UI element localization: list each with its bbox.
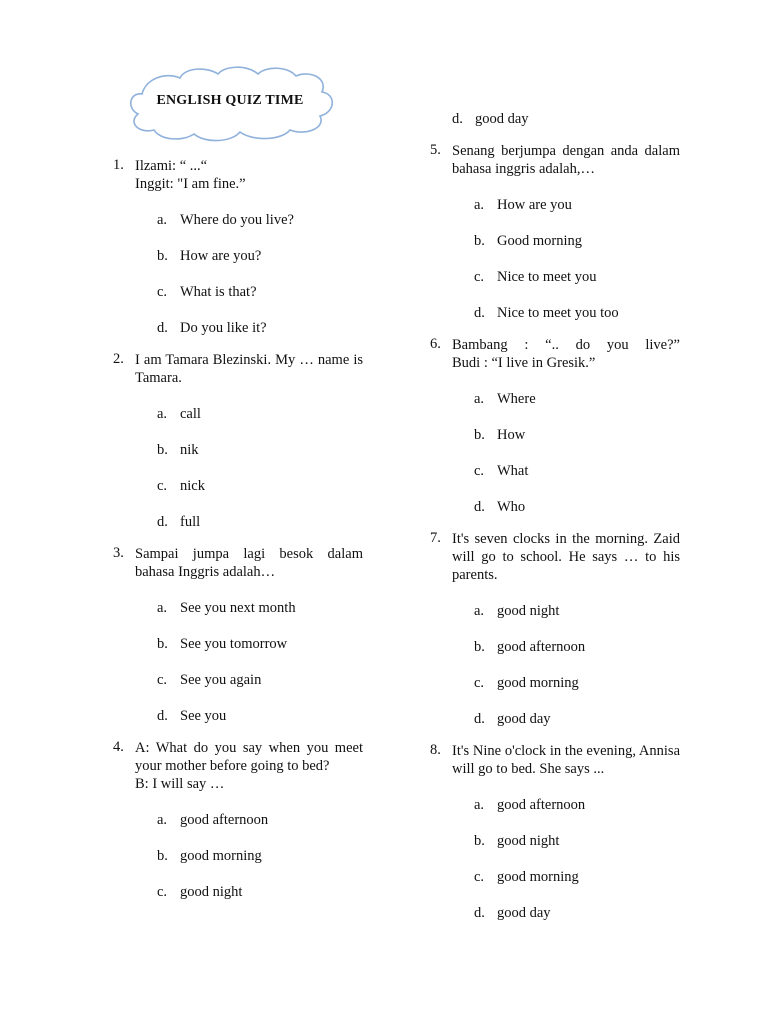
- option: b. good afternoon: [474, 639, 586, 655]
- option: d. Who: [474, 499, 526, 515]
- question-text: Senang berjumpa dengan anda dalam bahasa inggris adalah,…: [452, 143, 680, 177]
- option: a. How are you: [474, 197, 572, 213]
- question-number: 5.: [430, 142, 441, 158]
- question-text: A: What do you say when you meet your mother before going to bed? B: I will say …: [135, 740, 363, 792]
- question-3: [113, 545, 363, 725]
- option: b. How are you?: [157, 248, 262, 264]
- option: d. See you: [157, 708, 227, 724]
- option: c. See you again: [157, 672, 262, 688]
- option: c. nick: [157, 478, 205, 494]
- option: d. Nice to meet you too: [474, 305, 619, 321]
- page-title: ENGLISH QUIZ TIME: [156, 93, 304, 108]
- option: b. good night: [474, 833, 560, 849]
- option: a. Where do you live?: [157, 212, 294, 228]
- option: c. good morning: [474, 869, 579, 885]
- question-7: [430, 530, 680, 728]
- question-4-continued: [430, 110, 680, 128]
- option: a. Where: [474, 391, 536, 407]
- question-6: [430, 336, 680, 516]
- question-number: 3.: [113, 545, 124, 561]
- option: a. call: [157, 406, 201, 422]
- option: b. Good morning: [474, 233, 582, 249]
- option: b. See you tomorrow: [157, 636, 288, 652]
- option: a. good night: [474, 603, 560, 619]
- option: a. good afternoon: [474, 797, 586, 813]
- left-column: [113, 157, 363, 915]
- question-text: Sampai jumpa lagi besok dalam bahasa Inggris adalah…: [135, 546, 363, 580]
- option: b. How: [474, 427, 526, 443]
- question-text: I am Tamara Blezinski. My … name is Tamara.: [135, 352, 363, 386]
- question-5: [430, 142, 680, 322]
- option: a. See you next month: [157, 600, 296, 616]
- option: a. good afternoon: [157, 812, 269, 828]
- question-1: [113, 157, 363, 337]
- option: b. good morning: [157, 848, 262, 864]
- question-number: 8.: [430, 742, 441, 758]
- question-text: Ilzami: “ ...“ Inggit: "I am fine.”: [135, 158, 246, 192]
- option: d. good day: [452, 111, 529, 127]
- option: d. Do you like it?: [157, 320, 267, 336]
- question-number: 7.: [430, 530, 441, 546]
- question-text: It's seven clocks in the morning. Zaid will go to school. He says … to his parents.: [452, 531, 680, 583]
- option: c. What: [474, 463, 529, 479]
- question-number: 4.: [113, 739, 124, 755]
- question-number: 6.: [430, 336, 441, 352]
- option: c. good night: [157, 884, 243, 900]
- option: d. full: [157, 514, 201, 530]
- question-8: [430, 742, 680, 922]
- question-text: Bambang : “.. do you live?” Budi : “I live in Gresik.”: [452, 337, 680, 371]
- option: c. good morning: [474, 675, 579, 691]
- option: c. What is that?: [157, 284, 257, 300]
- right-column: [430, 92, 680, 936]
- question-text: It's Nine o'clock in the evening, Annisa will go to bed. She says ...: [452, 743, 680, 777]
- option: c. Nice to meet you: [474, 269, 597, 285]
- question-number: 2.: [113, 351, 124, 367]
- question-2: [113, 351, 363, 531]
- option: d. good day: [474, 711, 551, 727]
- question-number: 1.: [113, 157, 124, 173]
- option: d. good day: [474, 905, 551, 921]
- option: b. nik: [157, 442, 199, 458]
- question-4: [113, 739, 363, 901]
